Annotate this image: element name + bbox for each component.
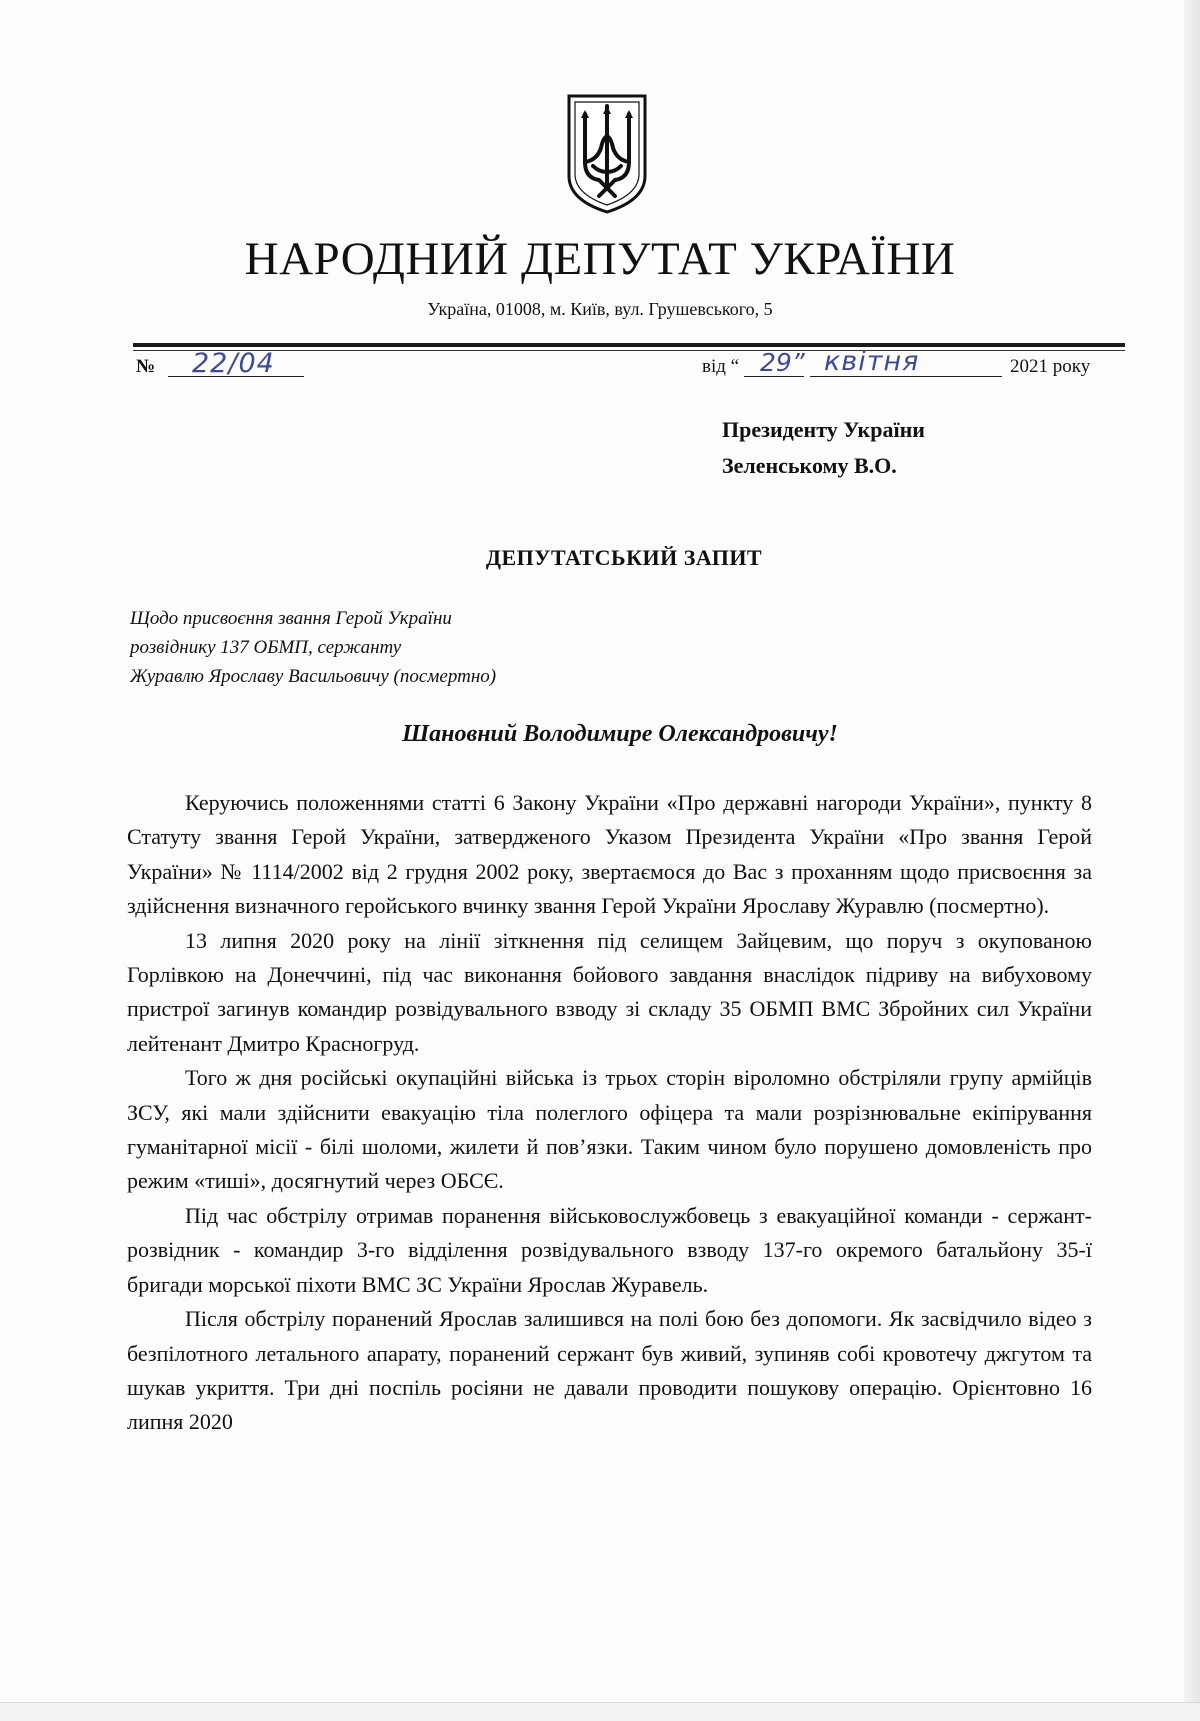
letterhead-rule-thin	[133, 350, 1125, 351]
body-paragraph: 13 липня 2020 року на лінії зіткнення під селищем Зайцевим, що поруч з окупованою Горлівкою на Донеччині, під час виконання бойового завдання внаслідок підриву на вибуховому пристрої загинув командир розвідувального взводу зі складу 35 ОБМП ВМС Збройних сил України лейтенант Дмитро Красногруд.	[127, 927, 1092, 1056]
registration-date-prefix: від “	[702, 356, 740, 377]
ukraine-trident-icon	[563, 92, 651, 216]
body-paragraph: Керуючись положеннями статті 6 Закону України «Про державні нагороди України», пункту 8 Статуту звання Герой України, затвердженого Указом Президента України «Про звання Герой України» № 1114/2002 від 2 грудня 2002 року, звертаємося до Вас з проханням щодо присвоєння за здійснення визначного геройського вчинку звання Герой України Ярославу Журавлю (посмертно).	[127, 790, 1092, 919]
addressee-position: Президенту України	[722, 417, 925, 442]
registration-line	[0, 346, 1200, 384]
subject-line: розвіднику 137 ОБМП, сержанту	[130, 637, 402, 658]
addressee-block	[722, 412, 925, 484]
page-edge-shadow	[1184, 0, 1200, 1721]
registration-year: 2021 року	[1010, 356, 1091, 377]
subject-block	[130, 604, 496, 691]
addressee-name: Зеленському В.О.	[722, 453, 897, 478]
letterhead-address: Україна, 01008, м. Київ, вул. Грушевського, 5	[427, 299, 773, 319]
registration-month-handwritten: квітня	[824, 346, 920, 377]
body-paragraph: Того ж дня російські окупаційні війська із трьох сторін віроломно обстріляли групу армійців ЗСУ, які мали здійснити евакуацію тіла полеглого офіцера та мали розрізнювальне екіпірування гуманітарної місії - білі шоломи, жилети й пов’язки. Таким чином було порушено домовленість про режим «тиші», досягнутий через ОБСЄ.	[127, 1065, 1092, 1194]
salutation: Шановний Володимире Олександровичу!	[402, 721, 838, 747]
letterhead-title: НАРОДНИЙ ДЕПУТАТ УКРАЇНИ	[244, 233, 956, 285]
document-title: ДЕПУТАТСЬКИЙ ЗАПИТ	[485, 545, 763, 570]
registration-number-handwritten: 22/04	[192, 348, 275, 379]
subject-line: Щодо присвоєння звання Герой України	[130, 608, 452, 629]
registration-number-label: №	[136, 356, 156, 377]
letterhead-rule	[133, 343, 1125, 347]
registration-day-handwritten: 29”	[760, 348, 805, 377]
letter-body	[127, 786, 1092, 1440]
body-paragraph: Під час обстрілу отримав поранення військовослужбовець з евакуаційної команди - сержант-розвідник - командир 3-го відділення розвідувального взводу 137-го окремого батальйону 35-ї бригади морської піхоти ВМС ЗС України Ярослав Журавель.	[127, 1202, 1092, 1297]
subject-line: Журавлю Ярославу Васильовичу (посмертно)	[130, 666, 497, 687]
body-paragraph: Після обстрілу поранений Ярослав залишився на полі бою без допомоги. Як засвідчило відео з безпілотного летального апарату, поранений сержант був живий, зупиняв собі кровотечу джгутом та шукав укриття. Три дні поспіль росіяни не давали проводити пошукову операцію. Орієнтовно 16 липня 2020	[127, 1306, 1092, 1435]
page-bottom-edge	[0, 1702, 1200, 1721]
